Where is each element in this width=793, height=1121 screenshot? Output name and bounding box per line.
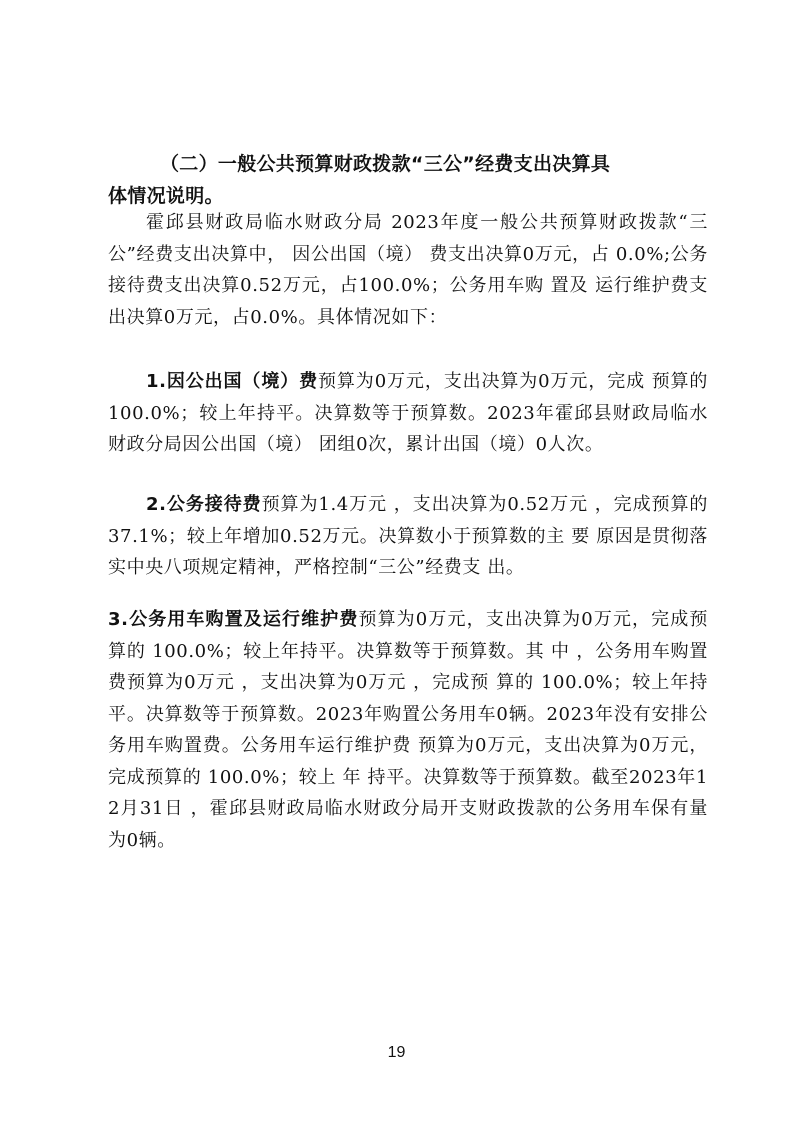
item-official-reception-title: 2.公务接待费	[146, 494, 262, 515]
section-heading	[108, 148, 698, 212]
section-heading-line2: 体情况说明。	[108, 185, 224, 207]
intro-paragraph	[108, 207, 708, 333]
intro-paragraph-text: 霍邱县财政局临水财政分局 2023年度一般公共预算财政拨款“三公”经费支出决算中， 因公出国（境） 费支出决算0万元，占 0.0%;公务接待费支出决算0.52万元，占100.0%；公务用车购 置及 运行维护费支出决算0万元，占0.0%。具体情况如下：	[108, 212, 708, 328]
item-official-reception	[108, 489, 708, 584]
item-official-vehicles-body: 预算为0万元，支出决算为0万元，完成预算的 100.0%；较上年持平。决算数等于预算数。其 中 ，公务用车购置费预算为0万元 ，支出决算为0万元 ，完成预 算的 100.0%；较上年持平。决算数等于预算数。2023年购置公务用车0辆。2023年没有安排公务用车购置费。公务用车运行维护费 预算为0万元，支出决算为0万元，完成预算的 100.0%；较上 年 持平。决算数等于预算数。截至2023年12月31日 ，霍邱县财政局临水财政分局开支财政拨款的公务用车保有量为0辆。	[108, 609, 709, 851]
item-travel-abroad-title: 1.因公出国（境）费	[146, 371, 319, 392]
item-official-reception-body: 预算为1.4万元 ，支出决算为0.52万元 ，完成预算的37.1%；较上年增加0.52万元。决算数小于预算数的主 要 原因是贯彻落实中央八项规定精神，严格控制“三公”经费支 出。	[108, 494, 709, 578]
item-official-vehicles-title: 3.公务用车购置及运行维护费	[108, 609, 359, 630]
item-travel-abroad	[108, 366, 708, 461]
section-heading-line1: （二）一般公共预算财政拨款“三公”经费支出决算具	[160, 153, 611, 175]
item-official-vehicles	[108, 604, 708, 856]
item-travel-abroad-body: 预算为0万元，支出决算为0万元，完成 预算的 100.0%；较上年持平。决算数等于预算数。2023年霍邱县财政局临水财政分局因公出国（境） 团组0次，累计出国（境）0人次。	[108, 371, 708, 455]
page-number: 19	[387, 1044, 406, 1061]
